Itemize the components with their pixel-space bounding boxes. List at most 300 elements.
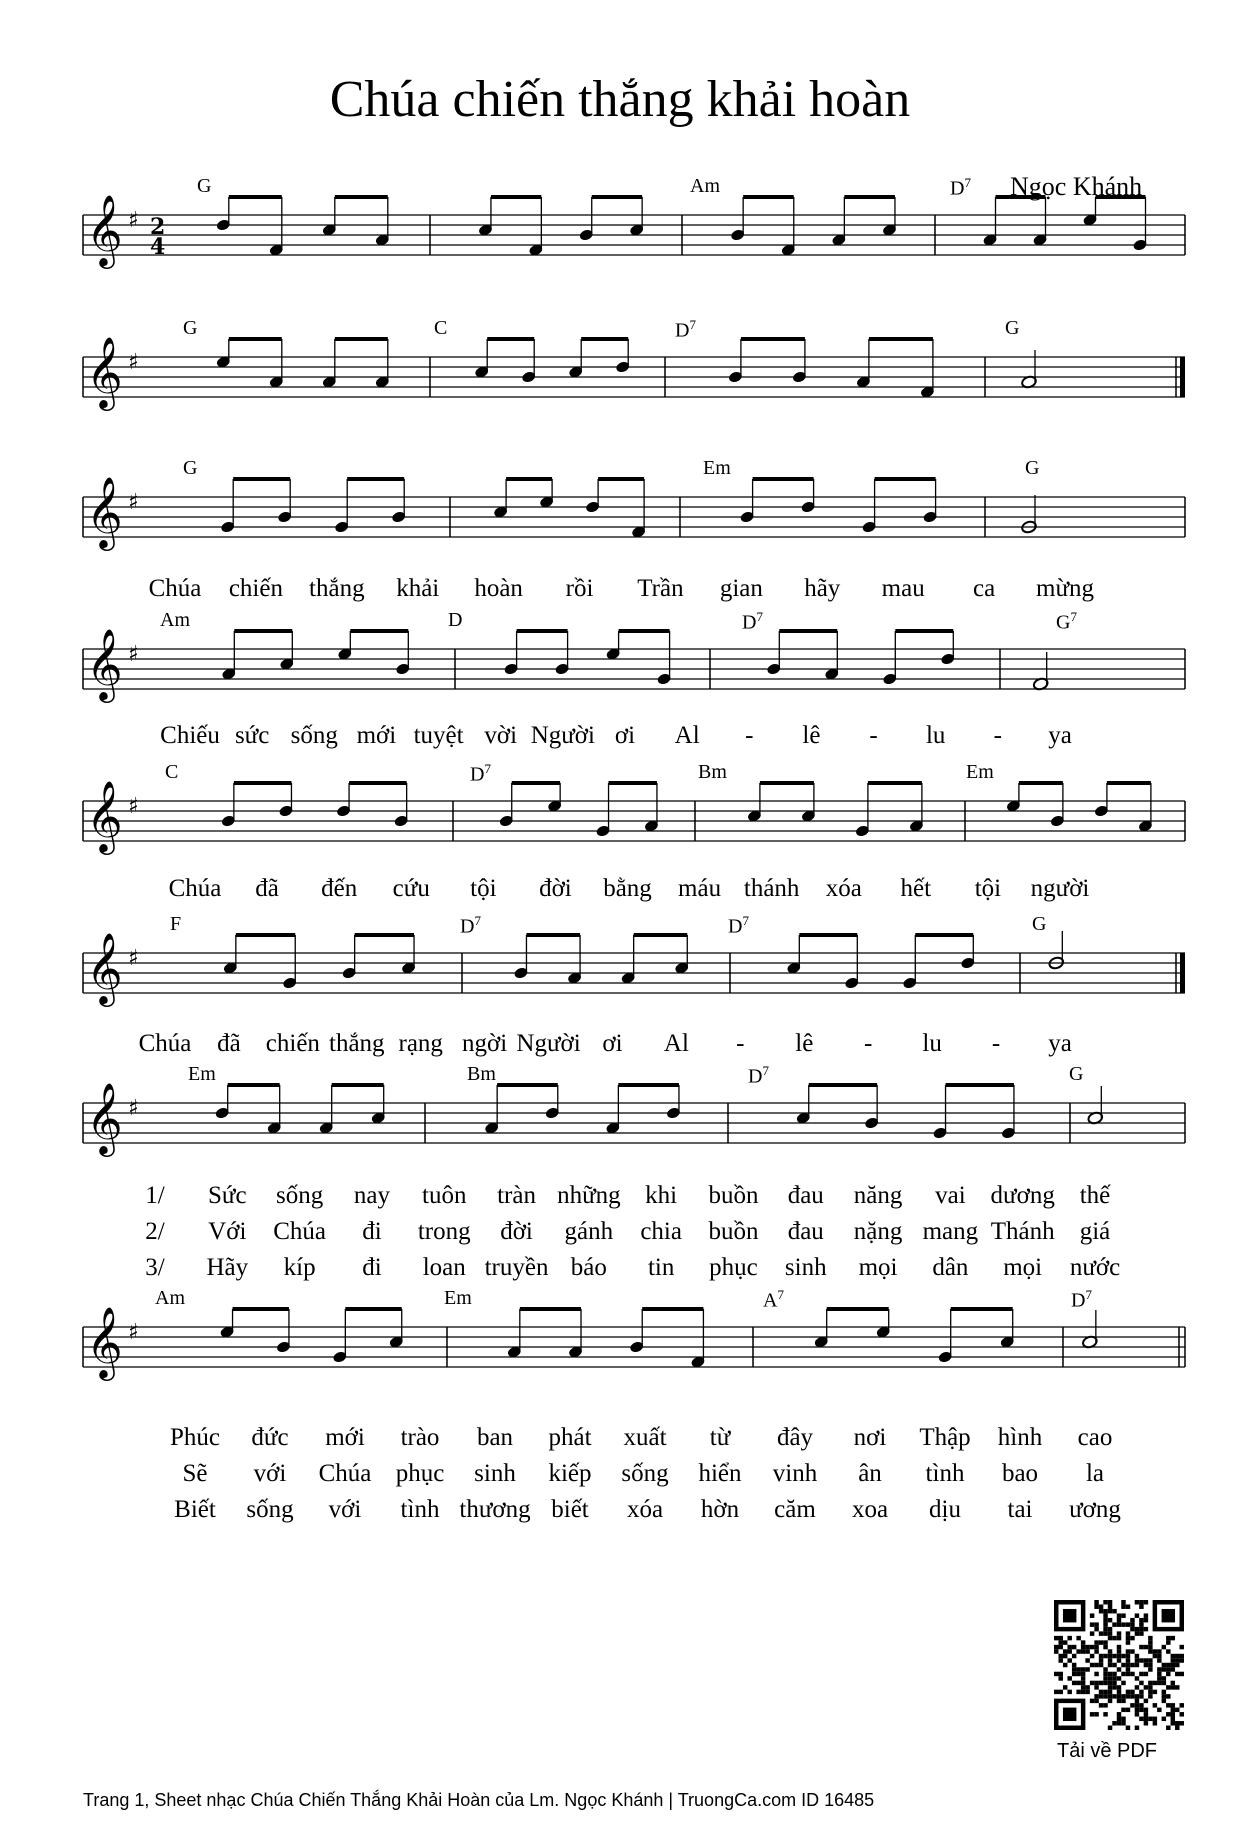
chord-extension: 7 (964, 175, 971, 190)
lyric-syllable: hiển (698, 1460, 742, 1487)
lyric-syllable: cứu (392, 875, 430, 902)
note (391, 479, 406, 524)
lyric-syllable: Chúa (318, 1460, 372, 1487)
lyric-syllable: tình (925, 1460, 965, 1487)
lyric-syllable: bằng (603, 875, 652, 902)
song-title: Chúa chiến thắng khải hoàn (329, 71, 911, 128)
chord-symbol (950, 175, 971, 201)
note (401, 935, 416, 975)
note (341, 935, 356, 980)
note (728, 339, 743, 384)
lyric-syllable: 3/ (145, 1254, 165, 1281)
chord-symbol (1056, 609, 1077, 635)
note (393, 783, 408, 828)
qr-code[interactable] (1054, 1600, 1184, 1730)
note (824, 631, 839, 681)
lyric-syllable: đây (776, 1424, 814, 1451)
note (539, 479, 554, 509)
chord-symbol (467, 1063, 496, 1086)
chord-root: G (183, 457, 198, 479)
note (831, 197, 846, 247)
note (629, 197, 644, 237)
sharp-key-signature-icon: ♯ (128, 1096, 139, 1121)
chord-root: D (460, 915, 475, 938)
note (322, 197, 337, 237)
sharp-key-signature-icon: ♯ (128, 350, 139, 375)
note (666, 1085, 681, 1120)
lyric-syllable: truyền (484, 1254, 549, 1281)
note (276, 1309, 291, 1354)
lyric-line (0, 1424, 1240, 1458)
chord-root: Am (155, 1287, 185, 1309)
note (507, 1309, 522, 1359)
note (856, 339, 871, 389)
note (1032, 197, 1047, 247)
lyric-syllable: kíp (283, 1254, 316, 1281)
lyric-syllable: loan (422, 1254, 466, 1281)
note (1021, 350, 1038, 389)
lyric-syllable: Biết (174, 1496, 216, 1523)
note (747, 783, 762, 823)
note (216, 339, 231, 369)
chord-symbol (160, 609, 190, 632)
treble-clef-icon: 𝄞 (86, 1305, 123, 1378)
staff-system (0, 761, 1240, 871)
lyric-syllable: Sẽ (182, 1460, 208, 1487)
staff-lines (0, 1287, 1240, 1397)
lyric-syllable: rồi (565, 575, 594, 602)
lyric-syllable: căm (774, 1496, 816, 1523)
note (644, 783, 659, 833)
lyric-syllable: mới (325, 1424, 365, 1451)
treble-clef-icon: 𝄞 (86, 193, 123, 266)
lyric-syllable: ca (972, 575, 996, 602)
chord-root: D (950, 177, 965, 200)
note (474, 339, 489, 379)
lyric-syllable: giá (1079, 1218, 1111, 1245)
note (1132, 197, 1147, 252)
note (568, 339, 583, 379)
chord-extension: 7 (484, 761, 491, 776)
chord-symbol (434, 317, 447, 340)
note (932, 1085, 947, 1140)
note (278, 783, 293, 818)
chord-root: G (1056, 611, 1071, 634)
note (855, 783, 870, 838)
lyric-syllable: thánh (743, 875, 800, 902)
lyric-syllable: nay (353, 1182, 390, 1209)
lyric-syllable: lê (802, 722, 821, 749)
sharp-key-signature-icon: ♯ (128, 490, 139, 515)
note (521, 339, 536, 384)
chord-root: G (1069, 1063, 1084, 1085)
chord-symbol (728, 913, 749, 939)
lyric-line (0, 1254, 1240, 1288)
staff-lines (0, 913, 1240, 1023)
staff-system (0, 457, 1240, 567)
lyric-syllable: ya (1048, 1030, 1072, 1057)
treble-clef-icon: 𝄞 (86, 1081, 123, 1154)
lyric-syllable: - (991, 1030, 1001, 1057)
lyric-syllable: Người (530, 722, 595, 749)
lyric-syllable: - (993, 722, 1003, 749)
lyric-syllable: chiến (265, 1030, 320, 1057)
note (909, 783, 924, 833)
chord-root: Em (444, 1287, 472, 1309)
note (322, 339, 337, 389)
note (375, 339, 390, 389)
lyric-syllable: đời (500, 1218, 533, 1245)
lyric-syllable: khải (396, 575, 440, 602)
note (1082, 197, 1097, 227)
chord-symbol (170, 913, 181, 936)
note (605, 631, 620, 661)
note (388, 1309, 403, 1349)
chord-root: D (748, 1065, 763, 1088)
treble-clef-icon: 𝄞 (86, 335, 123, 408)
lyric-syllable: Người (516, 1030, 581, 1057)
note (920, 339, 935, 399)
lyric-line (0, 875, 1240, 909)
staff-system (0, 317, 1240, 427)
staff-system (0, 175, 1240, 285)
chord-symbol (698, 761, 727, 784)
lyric-syllable: ơi (614, 722, 636, 749)
note (503, 631, 518, 676)
lyric-syllable: khi (645, 1182, 678, 1209)
note (739, 479, 754, 524)
lyric-syllable: gian (719, 575, 763, 602)
lyric-syllable: đức (251, 1424, 289, 1451)
time-signature-top: 2 (150, 214, 166, 240)
lyric-syllable: tình (400, 1496, 440, 1523)
note (844, 935, 859, 990)
lyric-syllable: - (736, 1030, 745, 1057)
note (1032, 652, 1049, 691)
staff-lines (0, 175, 1240, 285)
note (332, 1309, 347, 1364)
lyric-syllable: xoa (851, 1496, 889, 1523)
note (1048, 931, 1065, 970)
chord-symbol (763, 1287, 784, 1313)
lyric-syllable: sinh (474, 1460, 516, 1487)
lyric-line (0, 575, 1240, 609)
chord-root: Em (188, 1063, 216, 1085)
lyric-syllable: nơi (853, 1424, 887, 1451)
chord-symbol (197, 175, 211, 198)
lyric-syllable: đau (787, 1182, 824, 1209)
lyric-syllable: phục (709, 1254, 758, 1281)
lyric-syllable: ya (1048, 722, 1072, 749)
note (498, 783, 513, 828)
sharp-key-signature-icon: ♯ (128, 642, 139, 667)
note (864, 1085, 879, 1130)
lyric-syllable: tội (470, 875, 497, 902)
chord-root: C (434, 317, 448, 339)
lyric-syllable: biết (551, 1496, 589, 1523)
lyric-syllable: vinh (772, 1460, 818, 1487)
download-pdf-link[interactable]: Tải về PDF (1057, 1740, 1158, 1762)
lyric-syllable: xóa (626, 1496, 664, 1523)
lyric-syllable: năng (853, 1182, 903, 1209)
chord-symbol (742, 609, 763, 635)
lyric-syllable: 1/ (145, 1182, 165, 1209)
note (547, 783, 562, 813)
lyric-syllable: đau (787, 1218, 824, 1245)
lyric-syllable: Al (674, 722, 700, 749)
note (1082, 1310, 1099, 1349)
note (1001, 1085, 1016, 1140)
chord-extension: 7 (742, 913, 749, 928)
lyric-syllable: lu (925, 722, 946, 749)
note (568, 1309, 583, 1359)
page-footer: Trang 1, Sheet nhạc Chúa Chiến Thắng Khải Hoàn của Lm. Ngọc Khánh | TruongCa.com ID 16485 (83, 1790, 875, 1810)
lyric-syllable: đã (255, 875, 279, 902)
lyric-syllable: báo (570, 1254, 607, 1281)
lyric-syllable: Chúa (138, 1030, 192, 1057)
note (277, 479, 292, 524)
lyric-syllable: trong (417, 1218, 471, 1245)
sharp-key-signature-icon: ♯ (128, 946, 139, 971)
chord-root: C (165, 761, 179, 783)
chord-symbol (188, 1063, 216, 1086)
lyric-syllable: hoàn (474, 575, 523, 602)
chord-root: F (170, 913, 182, 935)
lyric-syllable: mau (881, 575, 925, 602)
note (528, 197, 543, 257)
lyric-syllable: Chiếu (160, 722, 220, 749)
chord-symbol (444, 1287, 472, 1310)
lyric-syllable: tội (974, 875, 1002, 902)
chord-extension: 7 (689, 317, 696, 332)
note (554, 631, 569, 676)
chord-symbol (1069, 1063, 1083, 1086)
staff-system (0, 1287, 1240, 1397)
chord-symbol (448, 609, 462, 632)
note (620, 935, 635, 985)
note (690, 1309, 705, 1369)
note (545, 1085, 560, 1120)
note (940, 631, 955, 666)
lyric-syllable: xuất (623, 1424, 667, 1451)
note (982, 197, 997, 247)
lyric-syllable: thế (1079, 1182, 1111, 1209)
note (801, 783, 816, 823)
lyric-syllable: - (864, 1030, 873, 1057)
note (1021, 495, 1038, 534)
chord-root: G (1005, 317, 1020, 339)
note (795, 1085, 810, 1125)
note (999, 1309, 1014, 1349)
chord-extension: 7 (1070, 609, 1077, 624)
lyric-syllable: mọi (1003, 1254, 1043, 1281)
lyric-syllable: hết (900, 875, 932, 902)
lyric-syllable: sống (290, 722, 338, 749)
chord-root: D (1071, 1289, 1086, 1312)
note (922, 479, 937, 524)
lyric-syllable: hãy (804, 575, 841, 602)
lyric-syllable: ngời (462, 1030, 508, 1057)
lyric-syllable: ban (476, 1424, 514, 1451)
lyric-syllable: dương (990, 1182, 1055, 1209)
chord-root: Am (160, 609, 190, 631)
chord-root: Bm (698, 761, 727, 783)
lyric-line (0, 1496, 1240, 1530)
lyric-syllable: Với (208, 1218, 247, 1245)
lyric-syllable: đi (362, 1218, 382, 1245)
chord-root: G (183, 317, 198, 339)
sharp-key-signature-icon: ♯ (128, 1320, 139, 1345)
lyric-syllable: tin (647, 1254, 675, 1281)
note (220, 479, 235, 534)
note (605, 1085, 620, 1135)
lyric-syllable: hình (997, 1424, 1043, 1451)
chord-symbol (690, 175, 720, 198)
note (578, 197, 593, 242)
lyric-syllable: ương (1069, 1496, 1121, 1523)
chord-extension: 7 (1085, 1287, 1092, 1302)
treble-clef-icon: 𝄞 (86, 475, 123, 548)
chord-root: A (763, 1289, 778, 1312)
chord-symbol (703, 457, 731, 480)
lyric-syllable: la (1085, 1460, 1105, 1487)
note (800, 479, 815, 514)
note (269, 339, 284, 389)
lyric-syllable: sống (621, 1460, 669, 1487)
lyric-syllable: từ (709, 1424, 731, 1451)
lyric-syllable: tuôn (421, 1182, 467, 1209)
lyric-syllable: buồn (708, 1182, 759, 1209)
note (375, 197, 390, 247)
chord-root: Em (703, 457, 731, 479)
note (266, 1085, 281, 1135)
note (631, 479, 646, 539)
lyric-syllable: lu (922, 1030, 942, 1057)
chord-root: D (742, 611, 757, 634)
chord-root: Bm (467, 1063, 496, 1085)
note (861, 479, 876, 534)
lyric-syllable: nước (1069, 1254, 1121, 1281)
note (875, 1309, 890, 1339)
lyric-syllable: đến (321, 875, 358, 902)
lyric-syllable: Chúa (148, 575, 202, 602)
lyric-line (0, 1460, 1240, 1494)
lyric-syllable: tuyệt (413, 722, 464, 749)
lyric-syllable: thắng (329, 1030, 385, 1057)
lyric-syllable: bao (1001, 1460, 1039, 1487)
chord-symbol (155, 1287, 185, 1310)
note (656, 631, 671, 686)
time-signature-bottom: 4 (150, 234, 166, 260)
chord-root: D (470, 763, 485, 786)
lyric-syllable: ân (858, 1460, 882, 1487)
treble-clef-icon: 𝄞 (86, 627, 123, 700)
note (269, 197, 284, 257)
lyric-syllable: - (745, 722, 754, 749)
lyric-line (0, 1218, 1240, 1252)
note (585, 479, 600, 514)
note (370, 1085, 385, 1125)
note (781, 197, 796, 257)
lyric-syllable: phát (548, 1424, 592, 1451)
lyric-syllable: Hãy (206, 1254, 249, 1281)
note (221, 783, 236, 828)
lyric-syllable: vời (484, 722, 518, 749)
lyric-syllable: Chúa (168, 875, 222, 902)
note (1138, 783, 1153, 833)
note (214, 1085, 229, 1120)
lyric-syllable: Thập (919, 1424, 971, 1451)
note (937, 1309, 952, 1364)
note (395, 631, 410, 676)
chord-root: D (448, 609, 463, 631)
staff-lines (0, 761, 1240, 871)
lyric-syllable: buồn (708, 1218, 759, 1245)
chord-root: Am (690, 175, 720, 197)
lyric-syllable: dân (932, 1254, 969, 1281)
lyric-line (0, 1030, 1240, 1064)
lyric-syllable: Sức (208, 1182, 247, 1209)
lyric-syllable: nặng (853, 1218, 903, 1245)
note (336, 783, 351, 818)
chord-extension: 7 (756, 609, 763, 624)
lyric-syllable: - (869, 722, 878, 749)
treble-clef-icon: 𝄞 (86, 931, 123, 1004)
note (223, 935, 238, 975)
lyric-syllable: gánh (564, 1218, 614, 1245)
note (216, 197, 231, 232)
lyric-syllable: mang (922, 1218, 979, 1245)
note (882, 631, 897, 686)
lyric-syllable: trào (400, 1424, 440, 1451)
chord-symbol (675, 317, 696, 343)
lyric-syllable: đời (539, 875, 572, 902)
note (334, 479, 349, 534)
note (813, 1309, 828, 1349)
lyric-syllable: Thánh (990, 1218, 1055, 1245)
lyric-syllable: cao (1077, 1424, 1113, 1451)
staff-system (0, 609, 1240, 719)
note (792, 339, 807, 384)
lyric-syllable: thắng (309, 575, 365, 602)
lyric-syllable: Phúc (170, 1424, 220, 1451)
note (1050, 783, 1065, 828)
lyric-syllable: người (1030, 875, 1090, 902)
lyric-syllable: Trần (637, 575, 684, 602)
lyric-syllable: sinh (784, 1254, 827, 1281)
lyric-syllable: phục (395, 1460, 445, 1487)
chord-symbol (165, 761, 178, 784)
note (493, 479, 508, 519)
note (1094, 783, 1109, 818)
lyric-syllable: sức (234, 722, 270, 749)
lyric-syllable: dịu (929, 1496, 961, 1523)
chord-symbol (183, 317, 197, 340)
lyric-syllable: sống (275, 1182, 324, 1209)
chord-symbol (1032, 913, 1046, 936)
lyric-line (0, 1182, 1240, 1216)
chord-symbol (1025, 457, 1039, 480)
chord-symbol (1005, 317, 1019, 340)
lyric-syllable: hờn (700, 1496, 740, 1523)
lyric-syllable: lê (795, 1030, 814, 1057)
chord-symbol (460, 913, 481, 939)
lyric-syllable: kiếp (548, 1460, 592, 1487)
note (513, 935, 528, 980)
sharp-key-signature-icon: ♯ (128, 794, 139, 819)
lyric-syllable: sống (246, 1496, 294, 1523)
lyric-syllable: tai (1007, 1496, 1033, 1523)
